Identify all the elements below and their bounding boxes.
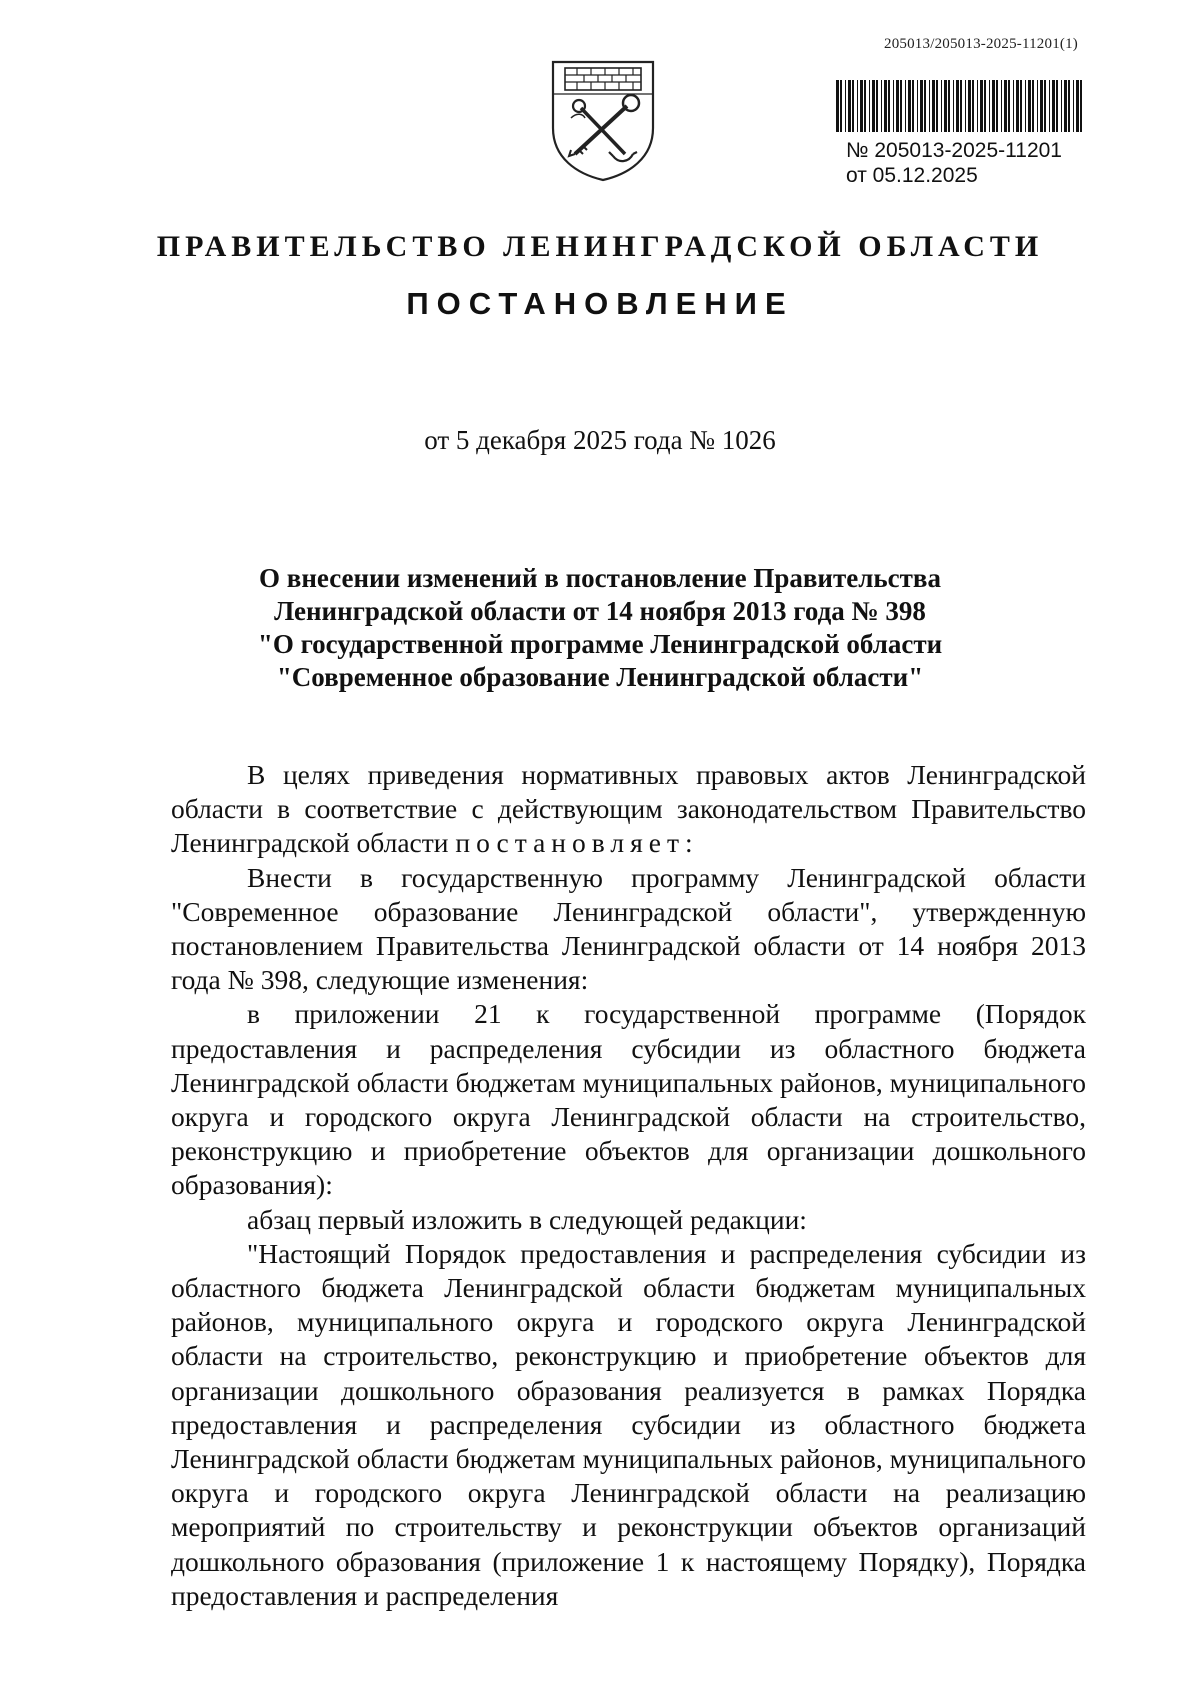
body-paragraph: в приложении 21 к государственной программе (Порядок предоставления и распределения субсидии из областного бюджета Ленинградской области бюджетам муниципальных районов, муниципального округа и городского округа Ленинградской области на строительство, реконструкцию и приобретение объектов для организации дошкольного образования): (171, 998, 1086, 1201)
subject-line: Ленинградской области от 14 ноября 2013 года № 398 (274, 596, 926, 626)
body-paragraph-preamble (171, 758, 1086, 861)
document-type: ПОСТАНОВЛЕНИЕ (406, 286, 794, 321)
document-date-number: от 5 декабря 2025 года № 1026 (424, 425, 776, 455)
registration-date: от 05.12.2025 (846, 164, 978, 187)
body-paragraph: "Настоящий Порядок предоставления и распределения субсидии из областного бюджета Ленинградской области бюджетам муниципальных районов, муниципального округа и городского округа Ленинградской области на строительство, реконструкцию и приобретение объектов для организации дошкольного образования реализуется в рамках Порядка предоставления и распределения субсидии из областного бюджета Ленинградской области бюджетам муниципальных районов, муниципального округа и городского округа Ленинградской области на реализацию мероприятий по строительству и реконструкции объектов организаций дошкольного образования (приложение 1 к настоящему Порядку), Порядка предоставления и распределения (171, 1237, 1086, 1611)
registry-reference: 205013/205013-2025-11201(1) (884, 36, 1078, 52)
barcode-icon (834, 80, 1088, 132)
preamble-text: В целях приведения нормативных правовых актов Ленинградской области в соответствие с действующим законодательством Правительство Ленинградской области (171, 759, 1086, 859)
registration-stamp (834, 80, 1088, 188)
subject-line: О внесении изменений в постановление Правительства (259, 563, 941, 593)
preamble-verb: постановляет: (455, 827, 699, 859)
document-body (171, 758, 1086, 1613)
document-subject (200, 562, 1000, 694)
body-paragraph: абзац первый изложить в следующей редакции: (247, 1203, 807, 1235)
subject-line: "О государственной программе Ленинградской области (257, 629, 943, 659)
organization-title: ПРАВИТЕЛЬСТВО ЛЕНИНГРАДСКОЙ ОБЛАСТИ (156, 230, 1044, 263)
registration-number: № 205013-2025-11201 (846, 139, 1062, 162)
subject-line: "Современное образование Ленинградской области" (276, 662, 924, 692)
coat-of-arms-icon (547, 58, 659, 183)
body-paragraph: Внести в государственную программу Ленинградской области "Современное образование Ленинградской области", утвержденную постановлением Правительства Ленинградской области от 14 ноября 2013 года № 398, следующие изменения: (171, 861, 1086, 996)
